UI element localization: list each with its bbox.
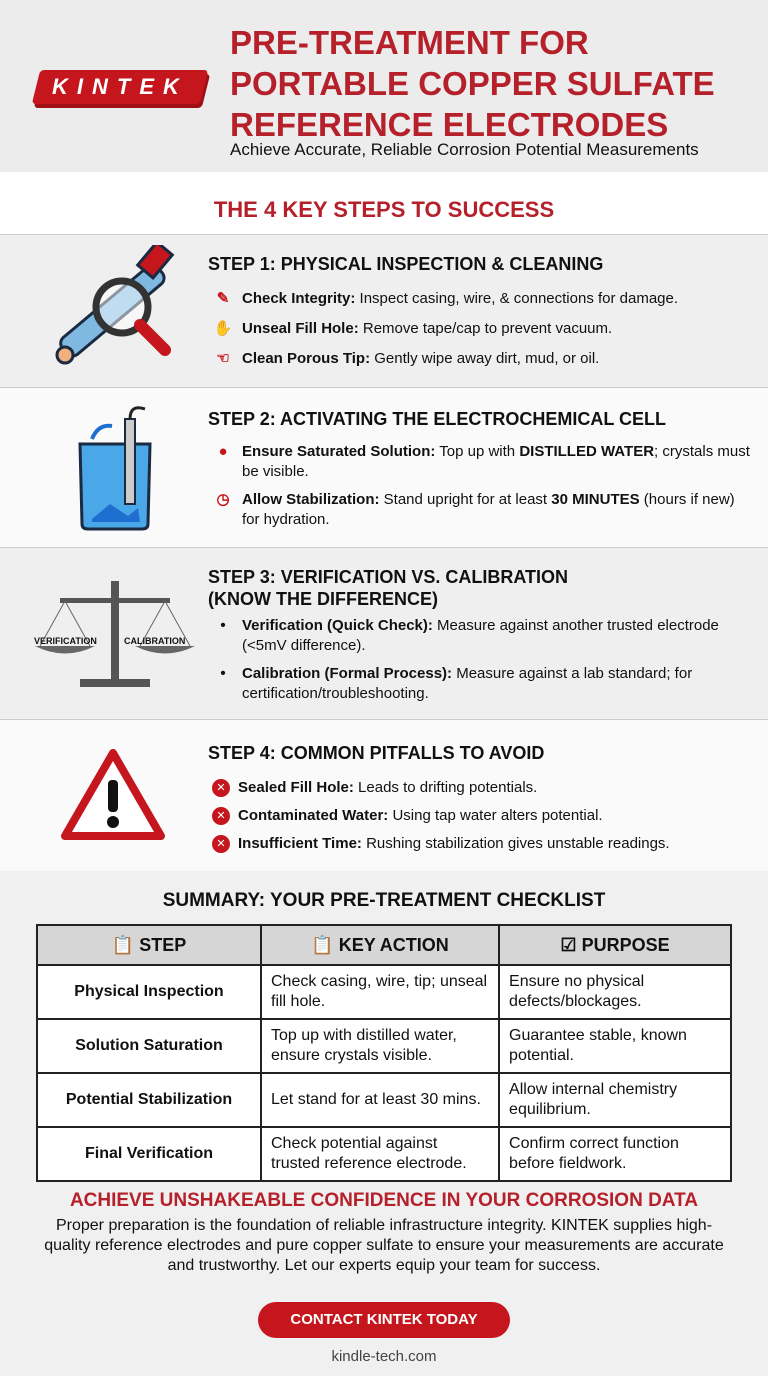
clipboard-check-icon: ☑	[560, 935, 577, 955]
kintek-logo	[32, 70, 208, 104]
x-circle-icon: ✕	[212, 835, 230, 853]
balance-scale-icon	[30, 576, 200, 691]
step-4-title: STEP 4: COMMON PITFALLS TO AVOID	[208, 743, 545, 763]
step-4-item: ✕ Contaminated Water: Using tap water alters potential.	[212, 806, 752, 826]
table-row: Physical Inspection Check casing, wire, tip; unseal fill hole. Ensure no physical defects/blockages.	[37, 965, 731, 1019]
step-3-item: • Calibration (Formal Process): Measure against a lab standard; for certification/troubleshooting.	[212, 664, 752, 704]
step-1-item: ✎ Check Integrity: Inspect casing, wire, & connections for damage.	[212, 289, 752, 309]
table-row: Final Verification Check potential against trusted reference electrode. Confirm correct function before fieldwork.	[37, 1127, 731, 1181]
step-2-item: ◷ Allow Stabilization: Stand upright for at least 30 MINUTES (hours if new) for hydration.	[212, 490, 752, 530]
table-header-row	[37, 925, 731, 965]
header-key-action: 📋 KEY ACTION	[261, 925, 499, 965]
logo-text: KINTEK	[52, 74, 188, 99]
warning-icon	[60, 748, 166, 842]
x-circle-icon: ✕	[212, 779, 230, 797]
drop-icon: ●	[218, 443, 228, 460]
wipe-icon: ☜	[216, 350, 230, 367]
table-row: Potential Stabilization Let stand for at least 30 mins. Allow internal chemistry equilibrium.	[37, 1073, 731, 1127]
cta-headline: ACHIEVE UNSHAKEABLE CONFIDENCE IN YOUR CORROSION DATA	[69, 1190, 699, 1211]
step-1-item: ☜ Clean Porous Tip: Gently wipe away dirt, mud, or oil.	[212, 349, 752, 369]
header-purpose: ☑ PURPOSE	[499, 925, 731, 965]
electrode-icon: ✎	[216, 290, 230, 307]
summary-title: SUMMARY: YOUR PRE-TREATMENT CHECKLIST	[162, 890, 606, 911]
step-2-title: STEP 2: ACTIVATING THE ELECTROCHEMICAL CELL	[208, 409, 667, 429]
steps-heading-band	[0, 172, 768, 234]
step-1-item: ✋ Unseal Fill Hole: Remove tape/cap to prevent vacuum.	[213, 320, 613, 337]
bullet-icon: •	[220, 665, 226, 682]
step-2-item: ● Ensure Saturated Solution: Top up with DISTILLED WATER; crystals must be visible.	[212, 442, 752, 482]
scale-label-calibration: CALIBRATION	[124, 636, 186, 646]
table-row: Solution Saturation Top up with distilled water, ensure crystals visible. Guarantee stable, known potential.	[37, 1019, 731, 1073]
step-2-section	[0, 387, 768, 547]
step-3-item: • Verification (Quick Check): Measure against another trusted electrode (<5mV difference).	[212, 616, 752, 656]
step-3-title: STEP 3: VERIFICATION VS. CALIBRATION (KNOW THE DIFFERENCE)	[208, 567, 569, 609]
electrode-magnifier-icon	[50, 245, 180, 370]
beaker-icon	[70, 404, 160, 532]
step-1-title: STEP 1: PHYSICAL INSPECTION & CLEANING	[208, 254, 604, 274]
step-4-item: ✕ Insufficient Time: Rushing stabilization gives unstable readings.	[212, 834, 752, 854]
checklist-table	[36, 924, 732, 1182]
clipboard-icon: 📋	[111, 935, 135, 955]
x-circle-icon: ✕	[212, 807, 230, 825]
page-title: PRE-TREATMENT FOR PORTABLE COPPER SULFATE REFERENCE ELECTRODES	[230, 24, 715, 143]
clock-icon: ◷	[216, 491, 230, 508]
step-3-section	[0, 547, 768, 719]
step-4-section	[0, 719, 768, 871]
header	[0, 0, 768, 172]
cta-body: Proper preparation is the foundation of reliable infrastructure integrity. KINTEK supplies high-quality reference electrodes and pure copper sulfate to ensure your measurements are accurate and trustworthy. Let our experts equip your team for success.	[44, 1217, 724, 1274]
header-step: 📋 STEP	[37, 925, 261, 965]
steps-heading: THE 4 KEY STEPS TO SUCCESS	[213, 197, 555, 222]
bullet-icon: •	[220, 617, 226, 634]
hand-icon: ✋	[213, 320, 233, 337]
website-link[interactable]: kindle-tech.com	[331, 1348, 437, 1365]
step-4-item: ✕ Sealed Fill Hole: Leads to drifting potentials.	[212, 778, 752, 798]
step-1-section	[0, 234, 768, 387]
clipboard-icon: 📋	[311, 935, 334, 955]
contact-button[interactable]: CONTACT KINTEK TODAY	[258, 1302, 510, 1338]
page-subtitle: Achieve Accurate, Reliable Corrosion Potential Measurements	[230, 140, 699, 159]
scale-label-verification: VERIFICATION	[34, 636, 97, 646]
